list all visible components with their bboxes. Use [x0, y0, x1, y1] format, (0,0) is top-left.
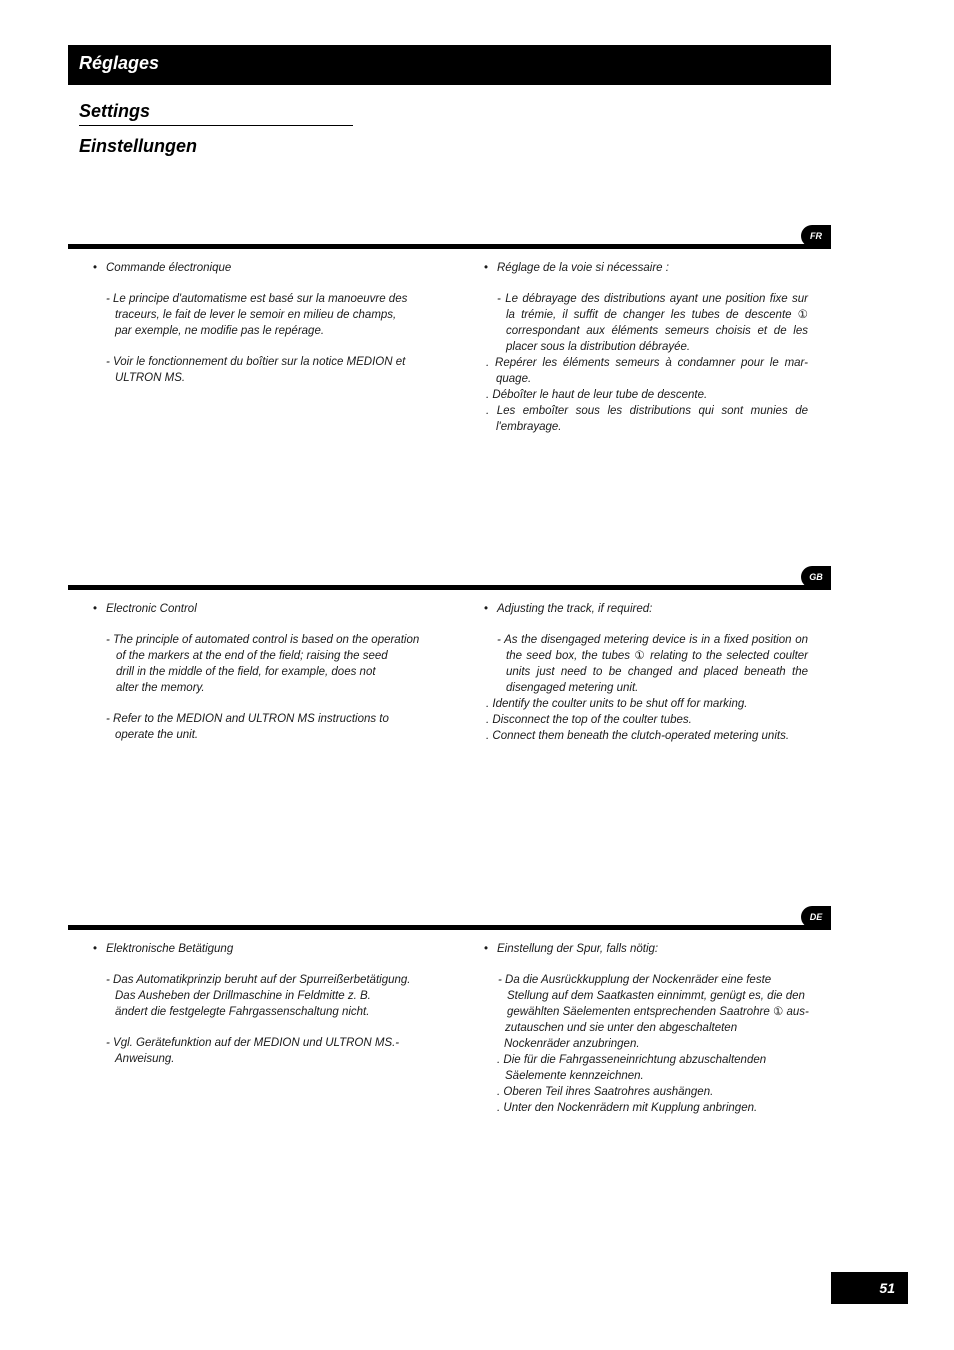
text-line: - Da die Ausrückkupplung der Nockenräder eine feste — [498, 974, 772, 986]
text-line: . Die für die Fahrgasseneinrichtung abzuschaltenden — [497, 1054, 767, 1066]
fr-left-column — [93, 260, 423, 386]
text-line: ULTRON MS. — [115, 372, 186, 384]
de-right-step-1 — [484, 1052, 824, 1084]
fr-right-step-2: . Déboîter le haut de leur tube de descente. — [486, 389, 708, 401]
subtitle-einstellungen: Einstellungen — [79, 136, 198, 156]
text-line: drill in the middle of the field, for example, does not — [116, 666, 376, 678]
text-line: zutauschen und sie unter den abgeschalteten — [505, 1022, 738, 1034]
de-right-step-3: . Unter den Nockenrädern mit Kupplung anbringen. — [497, 1102, 758, 1114]
text-line: ändert die festgelegte Fahrgassenschaltung nicht. — [115, 1006, 370, 1018]
de-right-heading: • Einstellung der Spur, falls nötig: — [484, 941, 824, 957]
subtitle-underline — [79, 125, 353, 126]
fr-right-step-3: . Les emboîter sous les distributions qui sont munies de l'embrayage. — [486, 405, 808, 433]
gb-right-step-2: . Disconnect the top of the coulter tubes. — [486, 714, 692, 726]
page-title: Réglages — [79, 53, 160, 73]
de-left-heading: • Elektronische Betätigung — [93, 941, 433, 957]
text-line: Stellung auf dem Saatkasten einnimmt, genügt es, die den — [507, 990, 805, 1002]
fr-right-column — [484, 260, 808, 435]
text-line: par exemple, ne modifie pas le repérage. — [115, 325, 325, 337]
de-right-intro — [484, 972, 824, 1052]
gb-left-column — [93, 601, 433, 743]
text-line: - Le principe d'automatisme est basé sur la manoeuvre des — [106, 293, 408, 305]
text-line: Nockenräder anzubringen. — [504, 1038, 640, 1050]
gb-right-step-1: . Identify the coulter units to be shut off for marking. — [486, 698, 748, 710]
text-line: Säelemente kennzeichnen. — [505, 1070, 644, 1082]
text-line: Anweisung. — [115, 1053, 175, 1065]
text-line: alter the memory. — [116, 682, 205, 694]
text-line: - Voir le fonctionnement du boîtier sur la notice MEDION et — [106, 356, 406, 368]
lang-tab-de: DE — [801, 906, 831, 928]
lang-tab-gb: GB — [801, 566, 831, 588]
fr-left-heading: • Commande électronique — [93, 260, 423, 276]
page-number: 51 — [831, 1272, 908, 1304]
lang-tab-fr: FR — [801, 225, 831, 247]
de-left-column — [93, 941, 433, 1067]
subtitle-settings: Settings — [79, 101, 151, 121]
text-line: - Vgl. Gerätefunktion auf der MEDION und ULTRON MS.- — [106, 1037, 400, 1049]
section-rule-gb — [68, 585, 831, 590]
header-bar — [68, 45, 831, 85]
section-rule-de — [68, 925, 831, 930]
de-left-item-2 — [93, 1035, 433, 1067]
section-rule-fr — [68, 244, 831, 249]
text-line: operate the unit. — [115, 729, 199, 741]
fr-right-heading: • Réglage de la voie si nécessaire : — [484, 260, 808, 276]
de-left-item-1 — [93, 972, 433, 1020]
de-right-step-2: . Oberen Teil ihres Saatrohres aushängen. — [497, 1086, 714, 1098]
de-right-column — [484, 941, 824, 1116]
gb-left-heading: • Electronic Control — [93, 601, 433, 617]
gb-right-step-3: . Connect them beneath the clutch-operated metering units. — [486, 730, 790, 742]
gb-left-item-2 — [93, 711, 433, 743]
gb-right-intro: - As the disengaged metering device is in a fixed position on the seed box, the tubes ① relating to the selected coulter units just need to be changed and placed beneath the disengaged metering unit. — [497, 634, 808, 694]
gb-left-item-1 — [93, 632, 433, 696]
text-line: traceurs, le fait de lever le semoir en milieu de champs, — [115, 309, 397, 321]
text-line: of the markers at the end of the field; raising the seed — [116, 650, 388, 662]
gb-right-column — [484, 601, 808, 744]
fr-left-item-1 — [93, 291, 423, 339]
text-line: - The principle of automated control is based on the operation — [106, 634, 420, 646]
fr-right-step-1: . Repérer les éléments semeurs à condamner pour le mar-quage. — [486, 357, 808, 385]
text-line: Das Ausheben der Drillmaschine in Feldmitte z. B. — [115, 990, 371, 1002]
gb-right-heading: • Adjusting the track, if required: — [484, 601, 808, 617]
fr-right-intro: - Le débrayage des distributions ayant une position fixe sur la trémie, il suffit de changer les tubes de descente ① correspondant aux éléments semeurs choisis et de les placer sous la distribution débrayée. — [497, 293, 808, 353]
text-line: - Refer to the MEDION and ULTRON MS instructions to — [106, 713, 389, 725]
fr-left-item-2 — [93, 354, 423, 386]
text-line: - Das Automatikprinzip beruht auf der Spurreißerbetätigung. — [106, 974, 411, 986]
text-line: gewählten Säelementen entsprechenden Saatrohre ① aus- — [507, 1006, 809, 1018]
